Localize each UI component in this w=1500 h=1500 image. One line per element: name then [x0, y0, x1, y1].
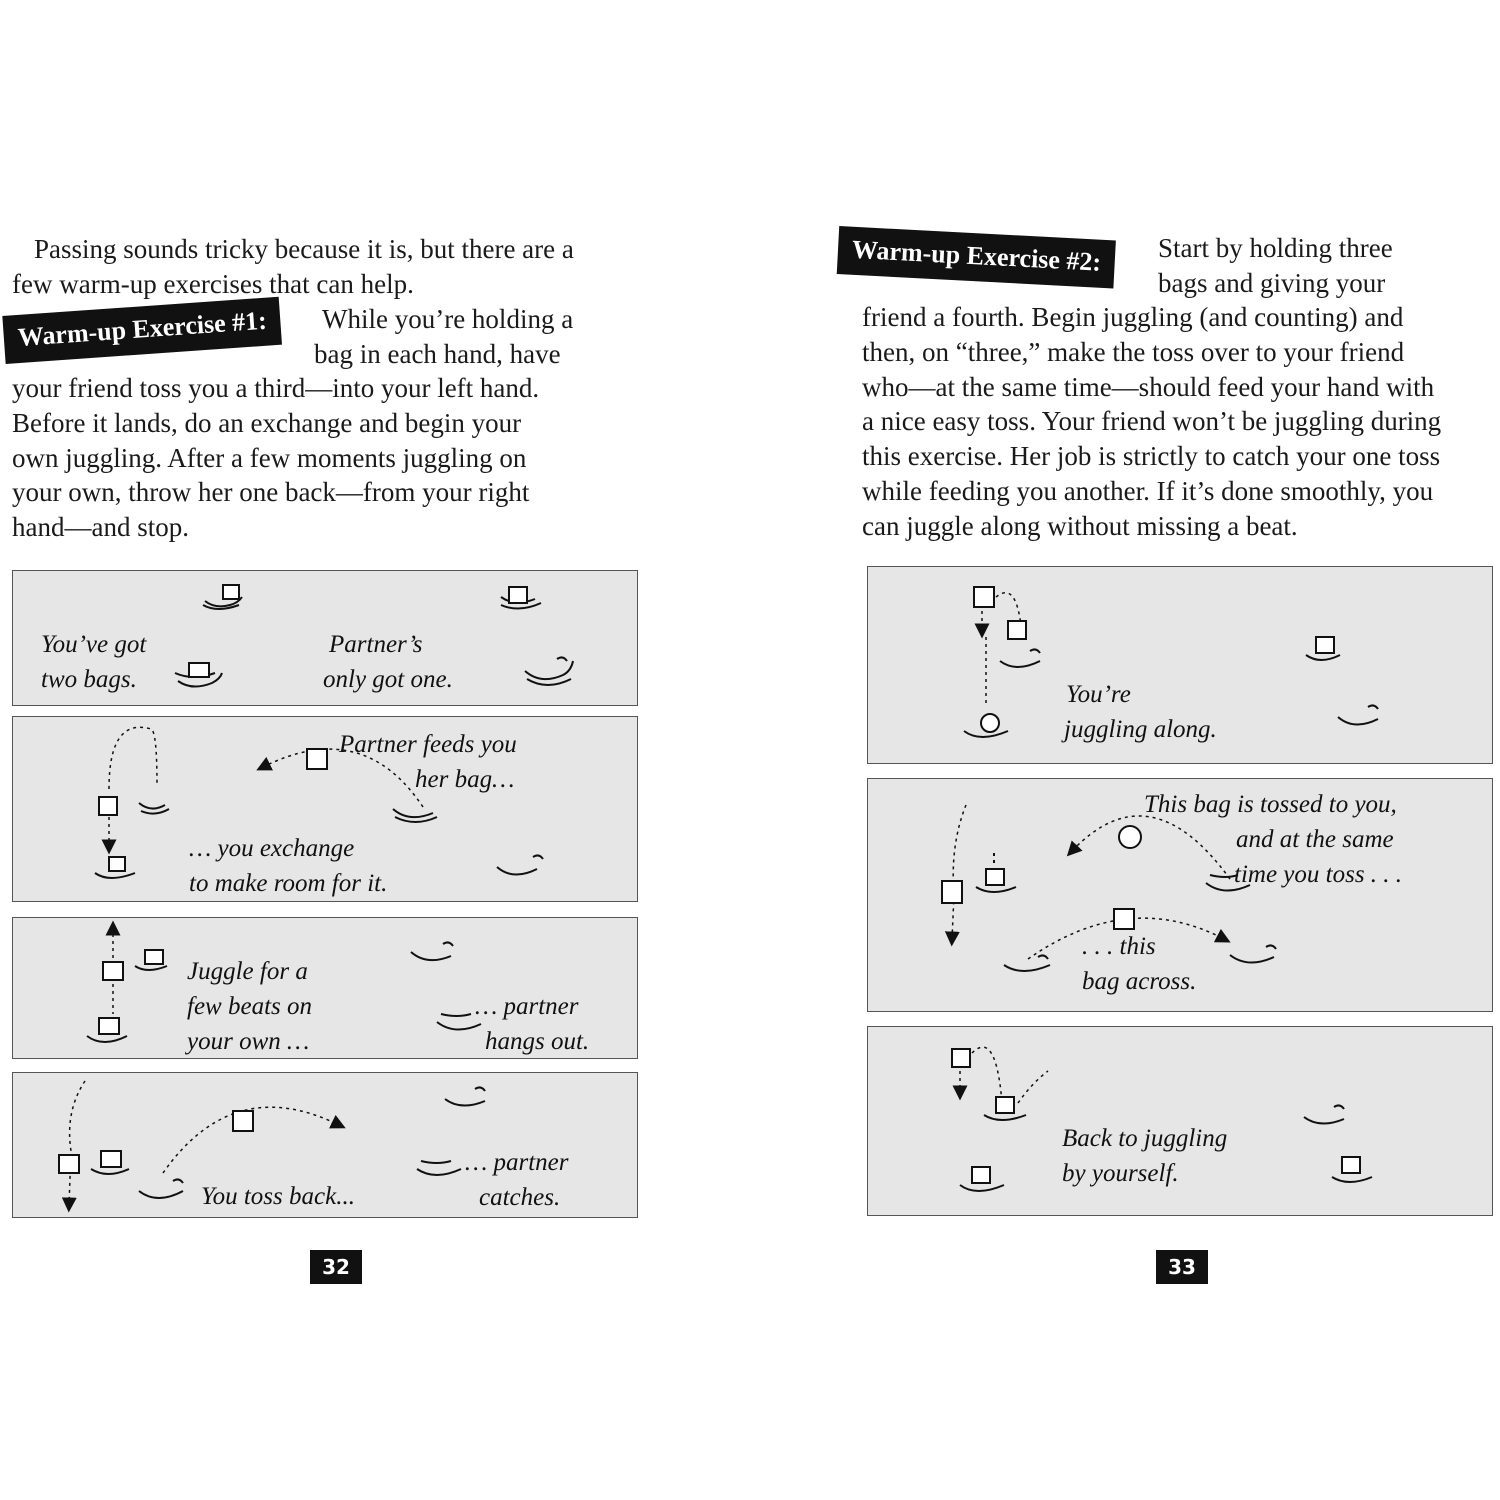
open-hand-icon [139, 1179, 183, 1198]
caption-line: Partner’s [329, 631, 423, 658]
body-line: a nice easy toss. Your friend won’t be juggling during [862, 406, 1442, 437]
open-hand-icon [393, 809, 437, 822]
bag-in-hand-icon [1306, 637, 1340, 660]
open-hand-icon [417, 1161, 461, 1175]
caption-line: only got one. [323, 666, 453, 693]
open-hand-icon [1338, 705, 1378, 724]
bag-icon [103, 962, 123, 980]
intro-line: few warm-up exercises that can help. [12, 268, 414, 299]
panel-2-caption-across [1082, 929, 1196, 999]
page-number: 32 [310, 1250, 362, 1284]
bag-icon [1008, 621, 1026, 639]
panel-2-caption-tossed [1144, 787, 1402, 892]
body-line: while feeding you another. If it’s done smoothly, you [862, 475, 1434, 506]
illustration-panel-4 [12, 1072, 638, 1218]
body-line: Start by holding three [1158, 233, 1393, 263]
body-line: your own, throw her one back—from your right [12, 477, 530, 508]
bag-in-hand-icon [135, 950, 167, 970]
body-line: who—at the same time—should feed your hand with [862, 371, 1435, 402]
caption-line: … partner [475, 993, 579, 1020]
open-hand-icon [445, 1087, 485, 1105]
bag-in-hand-icon [1332, 1157, 1372, 1182]
caption-line: You’ve got [41, 631, 147, 658]
page-number: 33 [1156, 1250, 1208, 1284]
body-line: can juggle along without missing a beat. [862, 510, 1298, 541]
exercise-1-text [12, 371, 539, 545]
exercise-2-text [862, 300, 1441, 544]
bag-icon [952, 1049, 970, 1067]
bag-icon [59, 1155, 79, 1173]
body-line: bags and giving your [1158, 267, 1386, 298]
caption-line: You toss back... [201, 1183, 355, 1210]
panel-2-caption-feed [339, 727, 517, 797]
illustration-panel-1 [12, 570, 638, 706]
body-line: bag in each hand, have [314, 338, 561, 369]
panel-4-caption-partner [465, 1145, 568, 1215]
caption-line: time you toss . . . [1234, 861, 1403, 888]
caption-line: This bag is tossed to you, [1144, 791, 1397, 818]
panel-4-caption-toss [201, 1179, 355, 1214]
bag-icon [974, 587, 994, 607]
panel-3-caption-partner [475, 989, 589, 1059]
caption-line: juggling along. [1064, 716, 1217, 743]
caption-line: by yourself. [1062, 1160, 1179, 1187]
body-line: Before it lands, do an exchange and begin your [12, 407, 522, 438]
bag-icon [233, 1111, 253, 1131]
intro-line: Passing sounds tricky because it is, but there are a [34, 234, 574, 264]
bag-in-hand-icon [501, 587, 541, 609]
panel-2-caption-exchange [189, 831, 387, 901]
body-line: While you’re holding a [322, 304, 574, 334]
toss-arc [972, 1047, 1002, 1103]
panel-1-caption-you [41, 627, 146, 697]
caption-line: two bags. [41, 666, 137, 693]
open-hand-icon [1000, 649, 1040, 667]
caption-line: few beats on [187, 993, 312, 1020]
caption-line: and at the same [1236, 826, 1394, 853]
open-hand-icon [411, 942, 453, 960]
illustration-panel-2 [867, 778, 1493, 1012]
bag-icon [99, 797, 117, 815]
bag-in-hand-icon [175, 663, 222, 687]
exercise-1-badge: Warm-up Exercise #1: [2, 297, 282, 364]
bag-in-hand-icon [976, 853, 1016, 892]
bag-in-hand-icon [95, 857, 135, 878]
open-hand-icon [1004, 955, 1050, 971]
intro-paragraph [12, 232, 574, 302]
body-line: then, on “three,” make the toss over to your friend [862, 336, 1405, 367]
illustration-panel-2 [12, 716, 638, 902]
exercise-2-text-beside [1158, 231, 1393, 301]
open-hand-icon [139, 803, 169, 814]
open-hand-icon [525, 657, 573, 685]
caption-line: … partner [465, 1149, 569, 1176]
bag-icon [942, 881, 962, 903]
drop-arc [69, 1081, 85, 1205]
open-hand-icon [1304, 1105, 1344, 1123]
bag-icon [1119, 826, 1141, 848]
drop-arc [952, 805, 966, 939]
open-hand-icon [497, 855, 543, 874]
exercise-1-text-beside [314, 302, 573, 372]
caption-line: hangs out. [485, 1028, 590, 1055]
caption-line: Partner feeds you [339, 731, 517, 758]
caption-line: . . . this [1082, 933, 1156, 960]
caption-line: your own … [187, 1028, 310, 1055]
body-line: own juggling. After a few moments juggling on [12, 442, 527, 473]
caption-line: Back to juggling [1062, 1125, 1228, 1152]
panel-1-caption-juggling [1064, 677, 1217, 747]
illustration-panel-1 [867, 566, 1493, 764]
illustration-panel-3 [12, 917, 638, 1059]
caption-line: her bag… [415, 766, 515, 793]
right-page [750, 0, 1500, 1500]
exercise-2-badge: Warm-up Exercise #2: [837, 226, 1117, 288]
open-hand-icon [1230, 945, 1276, 962]
caption-line: bag across. [1082, 968, 1197, 995]
illustration-panel-3 [867, 1026, 1493, 1216]
bag-icon [307, 749, 327, 769]
bag-in-hand-icon [87, 1018, 127, 1042]
bag-in-hand-icon [91, 1151, 129, 1174]
toss-arc [109, 727, 157, 789]
caption-line: You’re [1066, 681, 1131, 708]
caption-line: … you exchange [189, 835, 355, 862]
panel-3-caption-back [1062, 1121, 1227, 1191]
panel-3-caption-juggle [187, 954, 312, 1059]
body-line: this exercise. Her job is strictly to catch your one toss [862, 441, 1441, 472]
panel-1-caption-partner [323, 627, 453, 697]
caption-line: Juggle for a [187, 958, 308, 985]
caption-line: to make room for it. [189, 870, 388, 897]
bag-in-hand-icon [964, 714, 1008, 737]
bag-in-hand-icon [203, 585, 242, 609]
bag-icon [1114, 909, 1134, 929]
bag-in-hand-icon [960, 1167, 1004, 1191]
caption-line: catches. [479, 1184, 561, 1211]
body-line: hand—and stop. [12, 512, 189, 543]
body-line: your friend toss you a third—into your left hand. [12, 373, 540, 403]
body-line: friend a fourth. Begin juggling (and counting) and [862, 302, 1404, 332]
